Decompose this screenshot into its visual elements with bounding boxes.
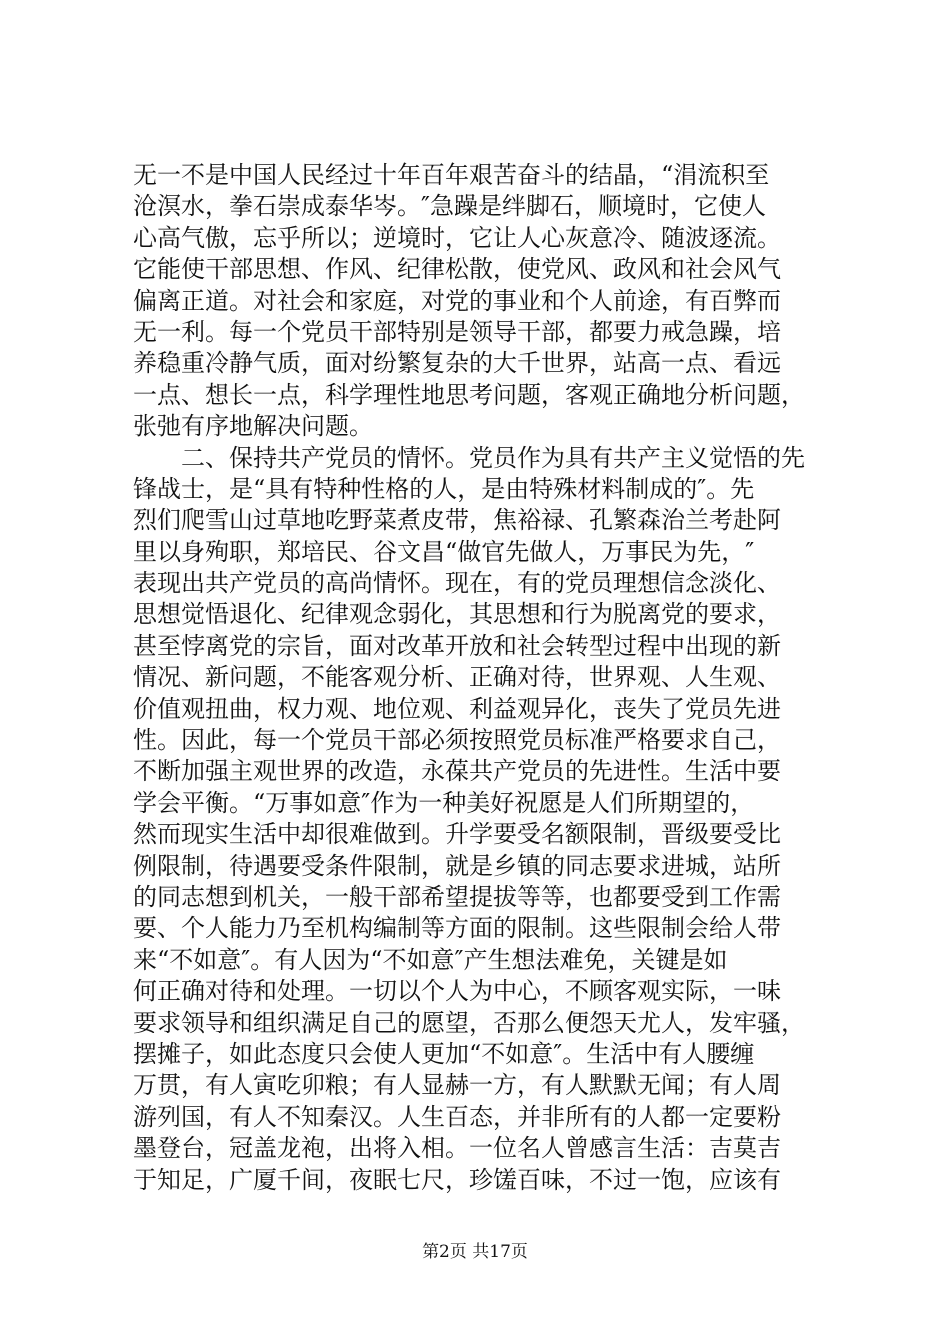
text-line: 墨登台，冠盖龙袍，出将入相。一位名人曾感言生活：吉莫吉 <box>133 1134 781 1163</box>
text-line: 性。因此，每一个党员干部必须按照党员标准严格要求自己， <box>133 726 781 755</box>
text-line: 烈们爬雪山过草地吃野菜煮皮带，焦裕禄、孔繁森治兰考赴阿 <box>133 506 781 535</box>
text-line: 张弛有序地解决问题。 <box>133 412 373 441</box>
text-line: 然而现实生活中却很难做到。升学要受名额限制，晋级要受比 <box>133 820 781 849</box>
text-line: 无一利。每一个党员干部特别是领导干部，都要力戒急躁，培 <box>133 317 781 346</box>
text-line: 学会平衡。“万事如意″作为一种美好祝愿是人们所期望的， <box>133 788 755 817</box>
text-line: 甚至悖离党的宗旨，面对改革开放和社会转型过程中出现的新 <box>133 631 781 660</box>
text-line: 的同志想到机关，一般干部希望提拔等等，也都要受到工作需 <box>133 882 781 911</box>
text-line: 里以身殉职，郑培民、谷文昌“做官先做人，万事民为先，″ <box>133 537 755 566</box>
text-line: 于知足，广厦千间，夜眠七尺，珍馐百味，不过一饱，应该有 <box>133 1165 781 1194</box>
text-line: 无一不是中国人民经过十年百年艰苦奋斗的结晶，“涓流积至 <box>133 161 770 189</box>
text-line: 来“不如意″。有人因为“不如意″产生想法难免，关键是如 <box>133 945 728 974</box>
text-line: 万贯，有人寅吃卯粮；有人显赫一方，有人默默无闻；有人周 <box>133 1071 781 1100</box>
text-line: 一点、想长一点，科学理性地思考问题，客观正确地分析问题， <box>133 380 805 409</box>
text-line: 养稳重冷静气质，面对纷繁复杂的大千世界，站高一点、看远 <box>133 349 781 378</box>
paragraph-start-line: 二、保持共产党员的情怀。党员作为具有共产主义觉悟的先 <box>181 443 805 472</box>
text-line: 例限制，待遇要受条件限制，就是乡镇的同志要求进城，站所 <box>133 851 781 880</box>
text-line: 心高气傲，忘乎所以；逆境时，它让人心灰意冷、随波逐流。 <box>133 223 781 252</box>
text-line: 要、个人能力乃至机构编制等方面的限制。这些限制会给人带 <box>133 914 781 943</box>
text-line: 锋战士，是“具有特种性格的人，是由特殊材料制成的″。先 <box>133 474 755 503</box>
text-line: 它能使干部思想、作风、纪律松散，使党风、政风和社会风气 <box>133 255 781 284</box>
page-number-footer: 第2页 共17页 <box>422 1242 528 1262</box>
text-line: 表现出共产党员的高尚情怀。现在，有的党员理想信念淡化、 <box>133 569 781 598</box>
text-line: 思想觉悟退化、纪律观念弱化，其思想和行为脱离党的要求， <box>133 600 781 629</box>
text-line: 游列国，有人不知秦汉。人生百态，并非所有的人都一定要粉 <box>133 1102 781 1131</box>
text-line: 要求领导和组织满足自己的愿望，否那么便怨天尤人，发牢骚， <box>133 1008 805 1037</box>
text-line: 何正确对待和处理。一切以个人为中心，不顾客观实际，一味 <box>133 977 781 1006</box>
text-line: 偏离正道。对社会和家庭，对党的事业和个人前途，有百弊而 <box>133 286 781 315</box>
text-line: 价值观扭曲，权力观、地位观、利益观异化，丧失了党员先进 <box>133 694 781 723</box>
text-line: 情况、新问题，不能客观分析、正确对待，世界观、人生观、 <box>133 663 781 692</box>
text-line: 摆摊子，如此态度只会使人更加“不如意″。生活中有人腰缠 <box>133 1039 755 1068</box>
text-line: 沧溟水，拳石崇成泰华岑。″急躁是绊脚石，顺境时，它使人 <box>133 192 766 221</box>
text-line: 不断加强主观世界的改造，永葆共产党员的先进性。生活中要 <box>133 757 781 786</box>
body-text <box>133 160 833 1196</box>
